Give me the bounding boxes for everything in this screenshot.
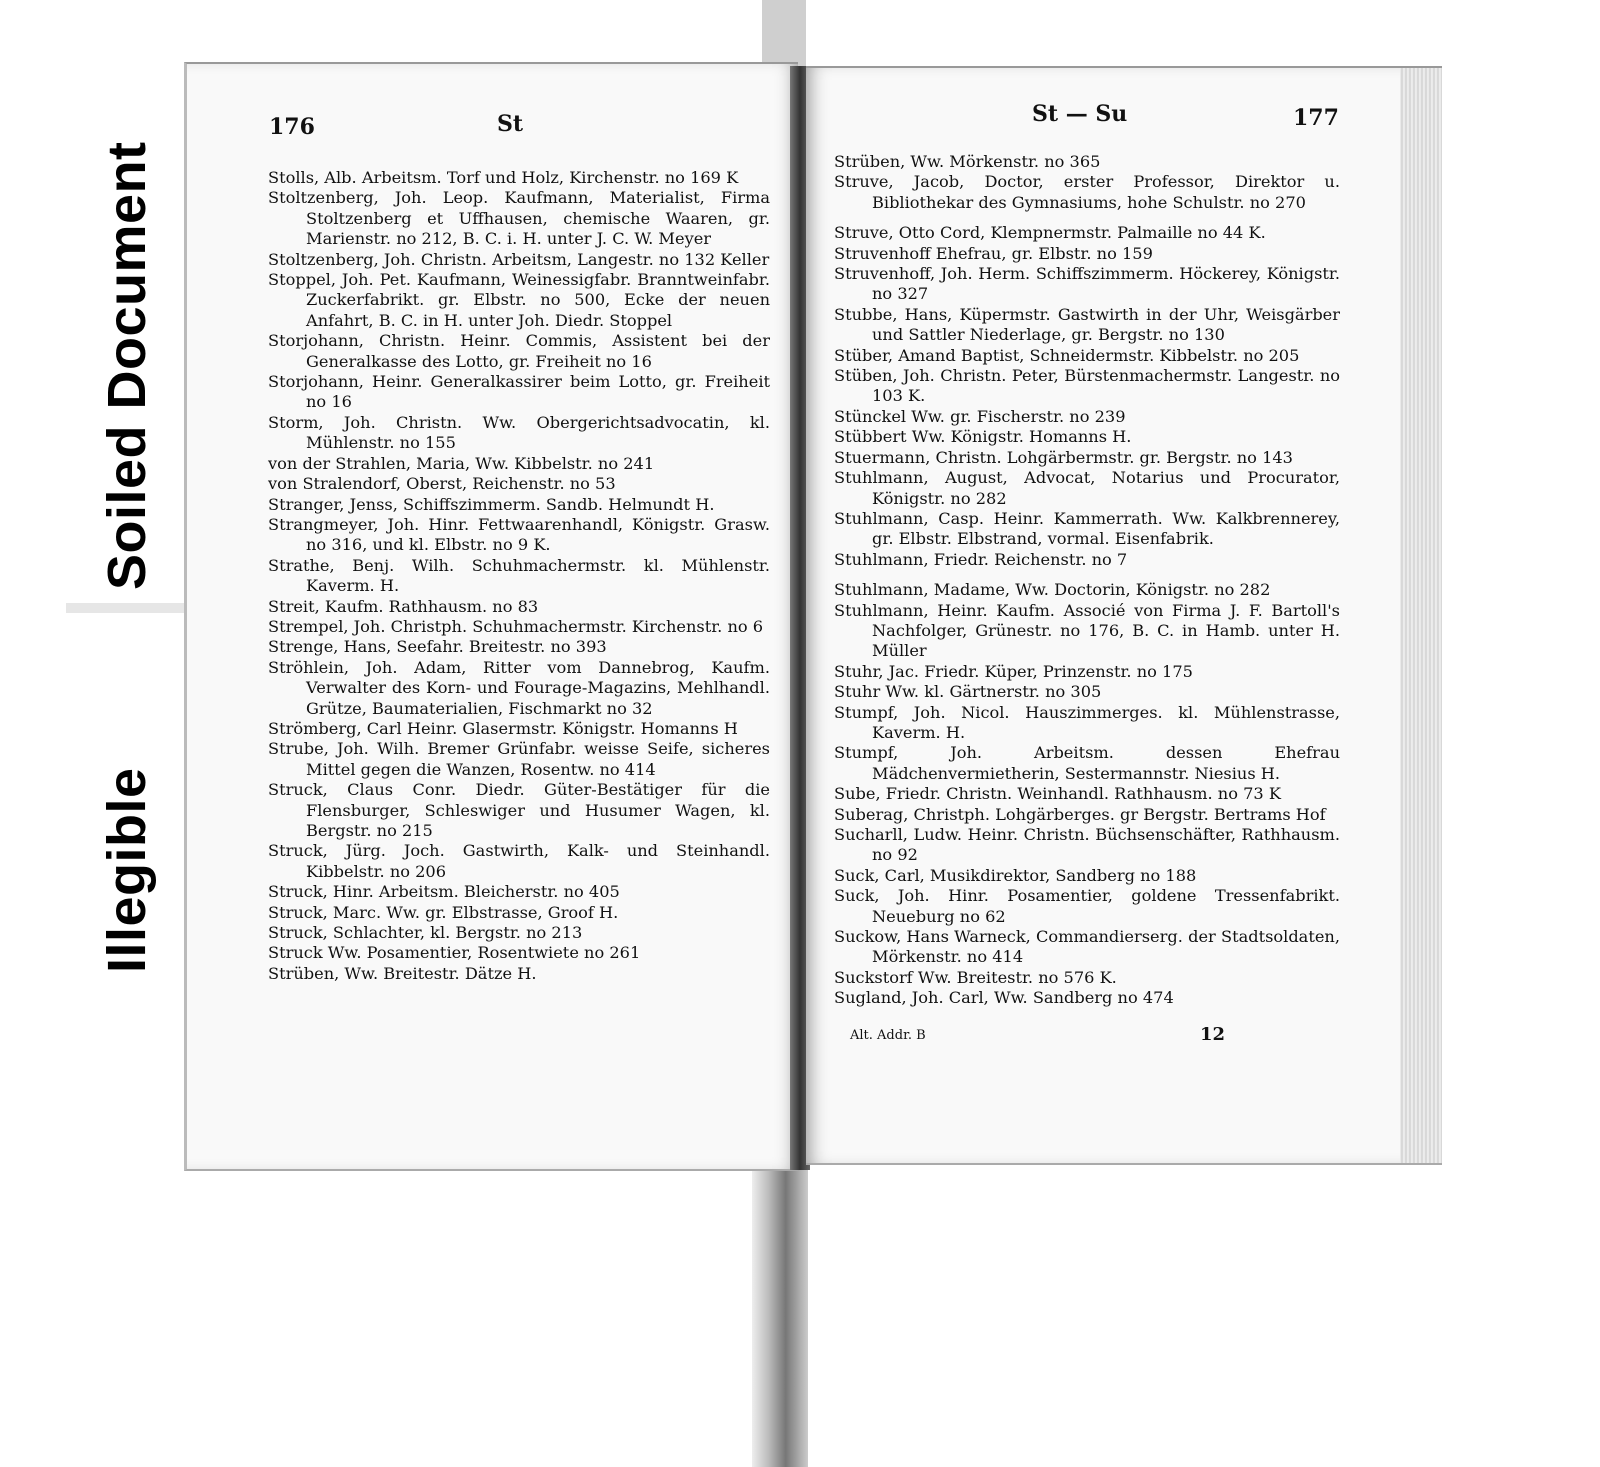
directory-entry: Struck, Jürg. Joch. Gastwirth, Kalk- und Steinhandl. Kibbelstr. no 206 bbox=[268, 841, 770, 881]
directory-entry: Struve, Jacob, Doctor, erster Professor, Direktor u. Bibliothekar des Gymnasiums, hohe Schulstr. no 270 bbox=[834, 172, 1340, 212]
right-page-number: 177 bbox=[1293, 105, 1339, 131]
directory-entry: Stüben, Joh. Christn. Peter, Bürstenmachermstr. Langestr. no 103 K. bbox=[834, 366, 1340, 406]
directory-entry: Suck, Carl, Musikdirektor, Sandberg no 188 bbox=[834, 865, 1197, 885]
directory-entry: Strüben, Ww. Breitestr. Dätze H. bbox=[268, 963, 537, 983]
tab-divider bbox=[66, 603, 186, 613]
directory-entry: Stuhlmann, Madame, Ww. Doctorin, Königstr. no 282 bbox=[834, 580, 1271, 600]
directory-entry: Sucharll, Ludw. Heinr. Christn. Büchsenschäfter, Rathhausm. no 92 bbox=[834, 825, 1340, 865]
directory-entry: Struck, Schlachter, kl. Bergstr. no 213 bbox=[268, 923, 583, 943]
directory-entry: Struck, Claus Conr. Diedr. Güter-Bestätiger für die Flensburger, Schleswiger und Husumer Wagen, kl. Bergstr. no 215 bbox=[268, 780, 770, 840]
directory-entry: Storjohann, Heinr. Generalkassirer beim Lotto, gr. Freiheit no 16 bbox=[268, 372, 770, 412]
book-spine-bottom bbox=[752, 1150, 808, 1467]
directory-entry: Stuhr, Jac. Friedr. Küper, Prinzenstr. no 175 bbox=[834, 661, 1193, 681]
right-entry-list bbox=[834, 152, 1340, 1009]
footer-number: 12 bbox=[1200, 1024, 1226, 1045]
directory-entry: Stüber, Amand Baptist, Schneidermstr. Kibbelstr. no 205 bbox=[834, 345, 1300, 365]
directory-entry: Suckstorf Ww. Breitestr. no 576 K. bbox=[834, 967, 1117, 987]
directory-entry: Sugland, Joh. Carl, Ww. Sandberg no 474 bbox=[834, 988, 1174, 1008]
directory-entry: von Stralendorf, Oberst, Reichenstr. no 53 bbox=[268, 474, 616, 494]
directory-entry: Stumpf, Joh. Arbeitsm. dessen Ehefrau Mädchenvermietherin, Sestermannstr. Niesius H. bbox=[834, 743, 1340, 783]
directory-entry: Stuhr Ww. kl. Gärtnerstr. no 305 bbox=[834, 682, 1102, 702]
left-page-header: St bbox=[497, 111, 524, 137]
directory-entry: Storm, Joh. Christn. Ww. Obergerichtsadvocatin, kl. Mühlenstr. no 155 bbox=[268, 412, 770, 453]
directory-entry: Stuhlmann, Casp. Heinr. Kammerrath. Ww. Kalkbrennerey, gr. Elbstr. Elbstrand, vormal. Eisenfabrik. bbox=[834, 508, 1340, 549]
directory-entry: Stumpf, Joh. Nicol. Hauszimmerges. kl. Mühlenstrasse, Kaverm. H. bbox=[834, 702, 1340, 742]
directory-entry: Struck Ww. Posamentier, Rosentwiete no 261 bbox=[268, 943, 641, 963]
directory-entry: Strömberg, Carl Heinr. Glasermstr. Königstr. Homanns H bbox=[268, 718, 738, 738]
directory-entry: Struve, Otto Cord, Klempnermstr. Palmaille no 44 K. bbox=[834, 223, 1266, 243]
directory-entry: Sube, Friedr. Christn. Weinhandl. Rathhausm. no 73 K bbox=[834, 784, 1281, 804]
directory-entry: Stranger, Jenss, Schiffszimmerm. Sandb. Helmundt H. bbox=[268, 494, 715, 514]
directory-entry: Stünckel Ww. gr. Fischerstr. no 239 bbox=[834, 406, 1126, 426]
left-page bbox=[184, 62, 798, 1171]
soiled-document-label: Soiled Document bbox=[97, 141, 157, 590]
directory-entry: Struvenhoff, Joh. Herm. Schiffszimmerm. Höckerey, Königstr. no 327 bbox=[834, 264, 1340, 304]
left-entry-list bbox=[268, 168, 770, 984]
directory-entry: Stoppel, Joh. Pet. Kaufmann, Weinessigfabr. Branntweinfabr. Zuckerfabrikt. gr. Elbstr. no 500, Ecke der neuen Anfahrt, B. C. in H. unter Joh. Diedr. Stoppel bbox=[268, 270, 770, 330]
directory-entry: Ströhlein, Joh. Adam, Ritter vom Dannebrog, Kaufm. Verwalter des Korn- und Fourage-Magazins, Mehlhandl. Grütze, Baumaterialien, Fischmarkt no 32 bbox=[268, 657, 770, 718]
illegible-label: Illegible bbox=[97, 767, 157, 973]
footer-signature: Alt. Addr. B bbox=[850, 1028, 926, 1043]
left-page-number: 176 bbox=[269, 114, 315, 140]
directory-entry: Stoltzenberg, Joh. Christn. Arbeitsm, Langestr. no 132 Keller bbox=[268, 249, 770, 269]
directory-entry: Stuermann, Christn. Lohgärbermstr. gr. Bergstr. no 143 bbox=[834, 447, 1293, 467]
directory-entry: von der Strahlen, Maria, Ww. Kibbelstr. no 241 bbox=[268, 453, 655, 473]
directory-entry: Storjohann, Christn. Heinr. Commis, Assistent bei der Generalkasse des Lotto, gr. Freiheit no 16 bbox=[268, 331, 770, 371]
directory-entry: Stuhlmann, Heinr. Kaufm. Associé von Firma J. F. Bartoll's Nachfolger, Grünestr. no 176, B. C. in Hamb. unter H. Müller bbox=[834, 600, 1340, 661]
directory-entry: Stuhlmann, Friedr. Reichenstr. no 7 bbox=[834, 549, 1128, 569]
directory-entry: Strube, Joh. Wilh. Bremer Grünfabr. weisse Seife, sicheres Mittel gegen die Wanzen, Rosentw. no 414 bbox=[268, 739, 770, 779]
directory-entry: Stübbert Ww. Königstr. Homanns H. bbox=[834, 427, 1132, 447]
directory-entry: Suberag, Christph. Lohgärberges. gr Bergstr. Bertrams Hof bbox=[834, 804, 1326, 824]
directory-entry: Stolls, Alb. Arbeitsm. Torf und Holz, Kirchenstr. no 169 K bbox=[268, 168, 739, 187]
directory-entry: Stubbe, Hans, Küpermstr. Gastwirth in der Uhr, Weisgärber und Sattler Niederlage, gr. Bergstr. no 130 bbox=[834, 304, 1340, 345]
directory-entry: Strathe, Benj. Wilh. Schuhmachermstr. kl. Mühlenstr. Kaverm. H. bbox=[268, 555, 770, 596]
right-page-header: St — Su bbox=[1032, 101, 1128, 127]
directory-entry: Strenge, Hans, Seefahr. Breitestr. no 393 bbox=[268, 637, 607, 657]
directory-entry: Struck, Hinr. Arbeitsm. Bleicherstr. no 405 bbox=[268, 882, 620, 902]
directory-entry: Stoltzenberg, Joh. Leop. Kaufmann, Materialist, Firma Stoltzenberg et Uffhausen, chemische Waaren, gr. Marienstr. no 212, B. C. i. H. unter J. C. W. Meyer bbox=[268, 188, 770, 249]
directory-entry: Struvenhoff Ehefrau, gr. Elbstr. no 159 bbox=[834, 243, 1153, 263]
directory-entry: Suckow, Hans Warneck, Commandierserg. der Stadtsoldaten, Mörkenstr. no 414 bbox=[834, 927, 1340, 967]
directory-entry: Stuhlmann, August, Advocat, Notarius und Procurator, Königstr. no 282 bbox=[834, 468, 1340, 508]
directory-entry: Strüben, Ww. Mörkenstr. no 365 bbox=[834, 152, 1101, 171]
directory-entry: Struck, Marc. Ww. gr. Elbstrasse, Groof H. bbox=[268, 902, 619, 922]
directory-entry: Streit, Kaufm. Rathhausm. no 83 bbox=[268, 596, 539, 616]
directory-entry: Strangmeyer, Joh. Hinr. Fettwaarenhandl, Königstr. Grasw. no 316, und kl. Elbstr. no 9 K. bbox=[268, 514, 770, 555]
right-page bbox=[806, 66, 1442, 1165]
directory-entry: Suck, Joh. Hinr. Posamentier, goldene Tressenfabrikt. Neueburg no 62 bbox=[834, 886, 1340, 926]
directory-entry: Strempel, Joh. Christph. Schuhmachermstr. Kirchenstr. no 6 bbox=[268, 616, 764, 636]
